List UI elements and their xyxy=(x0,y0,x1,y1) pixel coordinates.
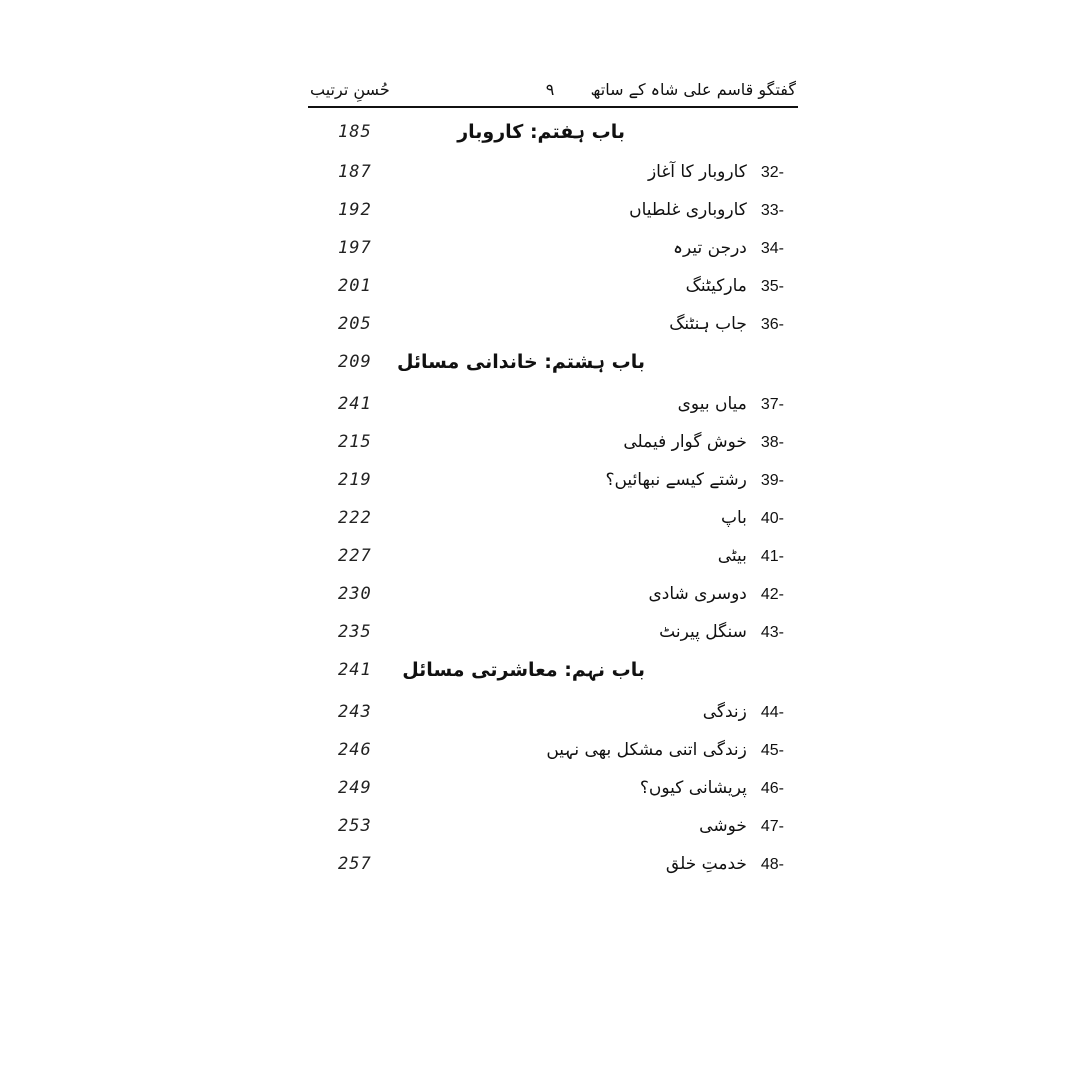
toc-entry-title xyxy=(640,773,784,804)
entry-page-number: 249 xyxy=(338,778,372,798)
entry-title: دوسری شادی xyxy=(648,584,747,604)
entry-page-number: 187 xyxy=(338,162,372,182)
entry-page-number: 201 xyxy=(338,276,372,296)
entry-number: 37- xyxy=(760,396,784,413)
entry-number: 45- xyxy=(760,742,784,759)
entry-number: 34- xyxy=(760,240,784,257)
toc-entry-title xyxy=(718,541,784,572)
entry-number: 48- xyxy=(760,856,784,873)
entry-title: میاں بیوی xyxy=(677,394,747,414)
entry-title: زندگی xyxy=(702,702,747,722)
header-rule xyxy=(308,106,798,108)
chapter-page-number: 241 xyxy=(338,660,372,680)
entry-title: کاروباری غلطیاں xyxy=(629,200,747,220)
entry-page-number: 253 xyxy=(338,816,372,836)
entry-page-number: 241 xyxy=(338,394,372,414)
chapter-page-number: 185 xyxy=(338,122,372,142)
toc-entry-title xyxy=(648,579,784,610)
page-number: ٩ xyxy=(545,80,555,99)
entry-title: باپ xyxy=(720,508,747,528)
entry-number: 32- xyxy=(760,164,784,181)
entry-number: 36- xyxy=(760,316,784,333)
entry-number: 43- xyxy=(760,624,784,641)
toc-entry-title xyxy=(546,735,784,766)
entry-page-number: 205 xyxy=(338,314,372,334)
entry-title: خوشی xyxy=(699,816,747,836)
toc-entry-title xyxy=(648,157,784,188)
chapter-heading: باب نہم: معاشرتی مسائل xyxy=(402,659,645,681)
entry-title: بیٹی xyxy=(717,546,747,566)
toc-entry-title xyxy=(703,697,784,728)
entry-page-number: 215 xyxy=(338,432,372,452)
entry-page-number: 227 xyxy=(338,546,372,566)
entry-title: جاب ہنٹنگ xyxy=(669,314,747,334)
entry-title: خدمتِ خلق xyxy=(665,854,747,874)
entry-page-number: 219 xyxy=(338,470,372,490)
entry-page-number: 197 xyxy=(338,238,372,258)
toc-entry-title xyxy=(699,811,784,842)
entry-page-number: 192 xyxy=(338,200,372,220)
entry-page-number: 235 xyxy=(338,622,372,642)
entry-title: کاروبار کا آغاز xyxy=(647,162,747,182)
entry-page-number: 230 xyxy=(338,584,372,604)
chapter-heading: باب ہفتم: کاروبار xyxy=(457,121,625,143)
entry-number: 44- xyxy=(760,704,784,721)
toc-entry-title xyxy=(678,389,784,420)
entry-title: سنگل پیرنٹ xyxy=(659,622,747,642)
entry-number: 41- xyxy=(760,548,784,565)
toc-entry-title xyxy=(721,503,784,534)
entry-number: 35- xyxy=(760,278,784,295)
chapter-page-number: 209 xyxy=(338,352,372,372)
running-head-right: گفتگو قاسم علی شاہ کے ساتھ xyxy=(590,80,796,99)
entry-number: 39- xyxy=(760,472,784,489)
chapter-heading: باب ہشتم: خاندانی مسائل xyxy=(396,351,645,373)
toc-entry-title xyxy=(686,271,784,302)
entry-page-number: 257 xyxy=(338,854,372,874)
toc-entry-title xyxy=(669,309,784,340)
entry-page-number: 222 xyxy=(338,508,372,528)
toc-entry-title xyxy=(629,195,784,226)
entry-number: 42- xyxy=(760,586,784,603)
entry-title: پریشانی کیوں؟ xyxy=(639,778,747,798)
entry-number: 33- xyxy=(760,202,784,219)
entry-title: درجن تیرہ xyxy=(673,238,747,258)
entry-title: زندگی اتنی مشکل بھی نہیں xyxy=(546,740,747,760)
toc-entry-title xyxy=(623,427,784,458)
entry-title: رشتے کیسے نبھائیں؟ xyxy=(605,470,747,490)
entry-number: 47- xyxy=(760,818,784,835)
toc-entry-title xyxy=(673,233,784,264)
entry-number: 40- xyxy=(760,510,784,527)
entry-number: 46- xyxy=(760,780,784,797)
entry-title: خوش گوار فیملی xyxy=(623,432,747,452)
toc-entry-title xyxy=(605,465,784,496)
toc-entry-title xyxy=(659,617,784,648)
entry-title: مارکیٹنگ xyxy=(685,276,747,296)
entry-page-number: 243 xyxy=(338,702,372,722)
toc-entry-title xyxy=(666,849,784,880)
entry-page-number: 246 xyxy=(338,740,372,760)
running-head-left: حُسنِ ترتیب xyxy=(310,80,390,99)
entry-number: 38- xyxy=(760,434,784,451)
